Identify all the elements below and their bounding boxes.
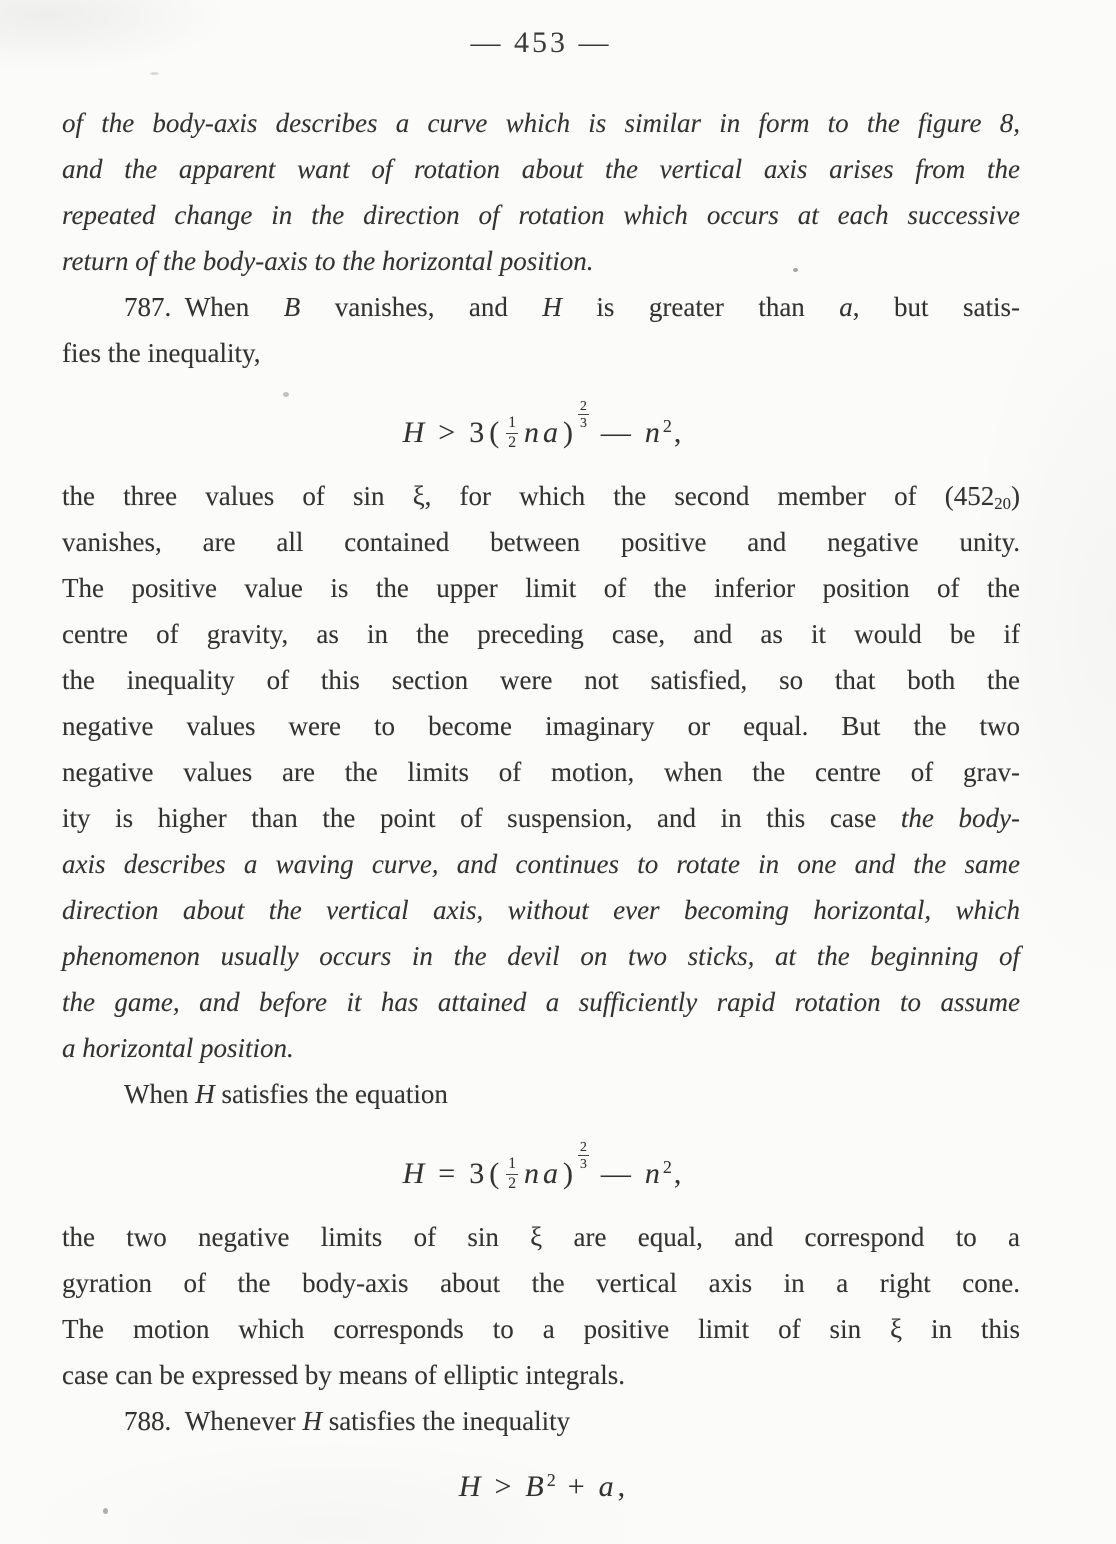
text-line (62, 703, 1020, 749)
text-line (62, 657, 1020, 703)
scan-speck (103, 1508, 108, 1514)
italic-text-run: of the body-axis describes a curve which is similar in form to the figure 8, (62, 108, 1020, 138)
text-run: The positive value is the upper limit of the inferior position of the (62, 572, 1020, 603)
math-variable: a (598, 1469, 614, 1503)
fraction-denominator: 2 (508, 433, 516, 451)
math-variable: a (542, 415, 558, 449)
math-variable: n (523, 415, 539, 449)
math-paren: ( (489, 1156, 500, 1190)
text-line (62, 841, 1020, 887)
text-run: ity is higher than the point of suspension, and in this case (62, 802, 901, 833)
section-787-body (62, 473, 1020, 1071)
text-run: ) (1011, 480, 1020, 511)
scan-speck (150, 72, 159, 75)
page-number: — 453 — (470, 26, 612, 59)
italic-text-run: H (195, 1078, 215, 1109)
text-run: , but satis- (852, 292, 1021, 322)
math-punctuation: , (617, 1469, 626, 1503)
text-line (62, 330, 1020, 376)
math-operator: + (567, 1469, 585, 1503)
text-run: The motion which corresponds to a positive limit of sin ξ in this (62, 1313, 1020, 1344)
italic-text-run: return of the body-axis to the horizontal position. (62, 246, 594, 276)
text-run: case can be expressed by means of elliptic integrals. (62, 1359, 626, 1390)
text-run: gyration of the body-axis about the vertical axis in a right cone. (62, 1267, 1020, 1298)
math-exponent-fraction (578, 1140, 589, 1172)
text-line (62, 887, 1020, 933)
text-line (62, 1306, 1020, 1352)
equation-lead-in (62, 1071, 1020, 1117)
math-variable: a (542, 1156, 558, 1190)
italic-text-run: phenomenon usually occurs in the devil on two sticks, at the beginning of (62, 940, 1020, 971)
italic-text-run: H (302, 1405, 322, 1436)
equation-787 (62, 1117, 1020, 1214)
math-variable: n (644, 415, 660, 449)
math-exponent-fraction (578, 399, 589, 431)
text-run: centre of gravity, as in the preceding case, and as it would be if (62, 618, 1020, 649)
text-line (62, 1398, 1020, 1444)
subscript-run: 20 (994, 494, 1011, 514)
math-number: 3 (469, 1156, 485, 1190)
text-run: When (124, 1078, 196, 1109)
text-run: negative values were to become imaginary or equal. But the two (62, 710, 1020, 741)
continued-italic-paragraph (62, 100, 1020, 284)
text-run: 787. When (124, 292, 284, 322)
math-superscript: 2 (662, 1157, 672, 1178)
italic-text-run: axis describes a waving curve, and continues to rotate in one and the same (62, 848, 1020, 879)
text-line (62, 1025, 1020, 1071)
text-line (62, 795, 1020, 841)
text-run: the inequality of this section were not satisfied, so that both the (62, 664, 1020, 695)
italic-text-run: H (542, 292, 562, 322)
text-line (62, 146, 1020, 192)
fraction-numerator: 2 (578, 1140, 589, 1156)
section-788-intro (62, 1398, 1020, 1444)
equal-limits-paragraph (62, 1214, 1020, 1398)
math-number: 3 (469, 415, 485, 449)
math-punctuation: , (673, 1156, 682, 1190)
italic-text-run: repeated change in the direction of rotation which occurs at each successive (62, 200, 1020, 230)
math-variable: n (644, 1156, 660, 1190)
math-paren: ) (562, 1156, 573, 1190)
equation-content (457, 1467, 625, 1506)
italic-text-run: a (839, 292, 853, 322)
math-operator: — (600, 415, 631, 449)
math-paren: ( (489, 415, 500, 449)
fraction-denominator: 3 (579, 1156, 587, 1172)
fraction-numerator: 2 (578, 399, 589, 415)
inequality-788 (62, 1444, 1020, 1527)
italic-text-run: a horizontal position. (62, 1032, 294, 1063)
math-fraction (506, 415, 518, 451)
fraction-numerator: 1 (506, 415, 518, 433)
math-paren: ) (562, 415, 573, 449)
italic-text-run: the game, and before it has attained a sufficiently rapid rotation to assume (62, 986, 1020, 1017)
fraction-denominator: 2 (508, 1174, 516, 1192)
math-variable: B (525, 1469, 544, 1503)
math-superscript: 2 (546, 1470, 556, 1491)
text-line (62, 1071, 1020, 1117)
math-variable: H (458, 1469, 481, 1503)
page-body (62, 100, 1020, 1527)
text-line (62, 749, 1020, 795)
equation-content (401, 1140, 682, 1193)
text-run: satisfies the inequality (321, 1405, 571, 1436)
text-line (62, 1214, 1020, 1260)
text-run: vanishes, are all contained between positive and negative unity. (62, 526, 1020, 557)
math-superscript: 2 (662, 416, 672, 437)
italic-text-run: direction about the vertical axis, without ever becoming horizontal, which (62, 894, 1020, 925)
math-punctuation: , (673, 415, 682, 449)
math-variable: n (523, 1156, 539, 1190)
math-fraction (506, 1156, 518, 1192)
math-variable: H (402, 415, 425, 449)
text-line (62, 284, 1020, 330)
text-line (62, 611, 1020, 657)
scan-speck (793, 268, 798, 272)
text-line (62, 519, 1020, 565)
text-run: vanishes, and (300, 292, 543, 322)
scan-speck (283, 392, 289, 397)
text-line (62, 565, 1020, 611)
italic-text-run: B (283, 292, 301, 322)
text-line (62, 979, 1020, 1025)
text-run: 788. Whenever (124, 1405, 303, 1436)
text-line (62, 100, 1020, 146)
text-run: negative values are the limits of motion, when the centre of grav- (62, 756, 1020, 787)
math-variable: H (402, 1156, 425, 1190)
math-operator: > (494, 1469, 512, 1503)
text-run: fies the inequality, (62, 338, 261, 368)
equation-content (401, 399, 682, 452)
text-line (62, 1352, 1020, 1398)
fraction-denominator: 3 (579, 415, 587, 431)
text-line (62, 192, 1020, 238)
text-line (62, 473, 1020, 519)
section-787-intro (62, 284, 1020, 376)
text-run: satisfies the equation (214, 1078, 448, 1109)
fraction-numerator: 1 (506, 1156, 518, 1174)
text-run: is greater than (561, 292, 840, 322)
text-run: the three values of sin ξ, for which the second member of (452 (62, 480, 995, 511)
math-operator: > (438, 415, 456, 449)
italic-text-run: and the apparent want of rotation about the vertical axis arises from the (62, 154, 1020, 184)
text-line (62, 1260, 1020, 1306)
inequality-787 (62, 376, 1020, 473)
text-line (62, 933, 1020, 979)
math-operator: — (600, 1156, 631, 1190)
text-run: the two negative limits of sin ξ are equal, and correspond to a (62, 1221, 1020, 1252)
text-line (62, 238, 1020, 284)
italic-text-run: the body- (900, 802, 1020, 833)
math-operator: = (438, 1156, 456, 1190)
